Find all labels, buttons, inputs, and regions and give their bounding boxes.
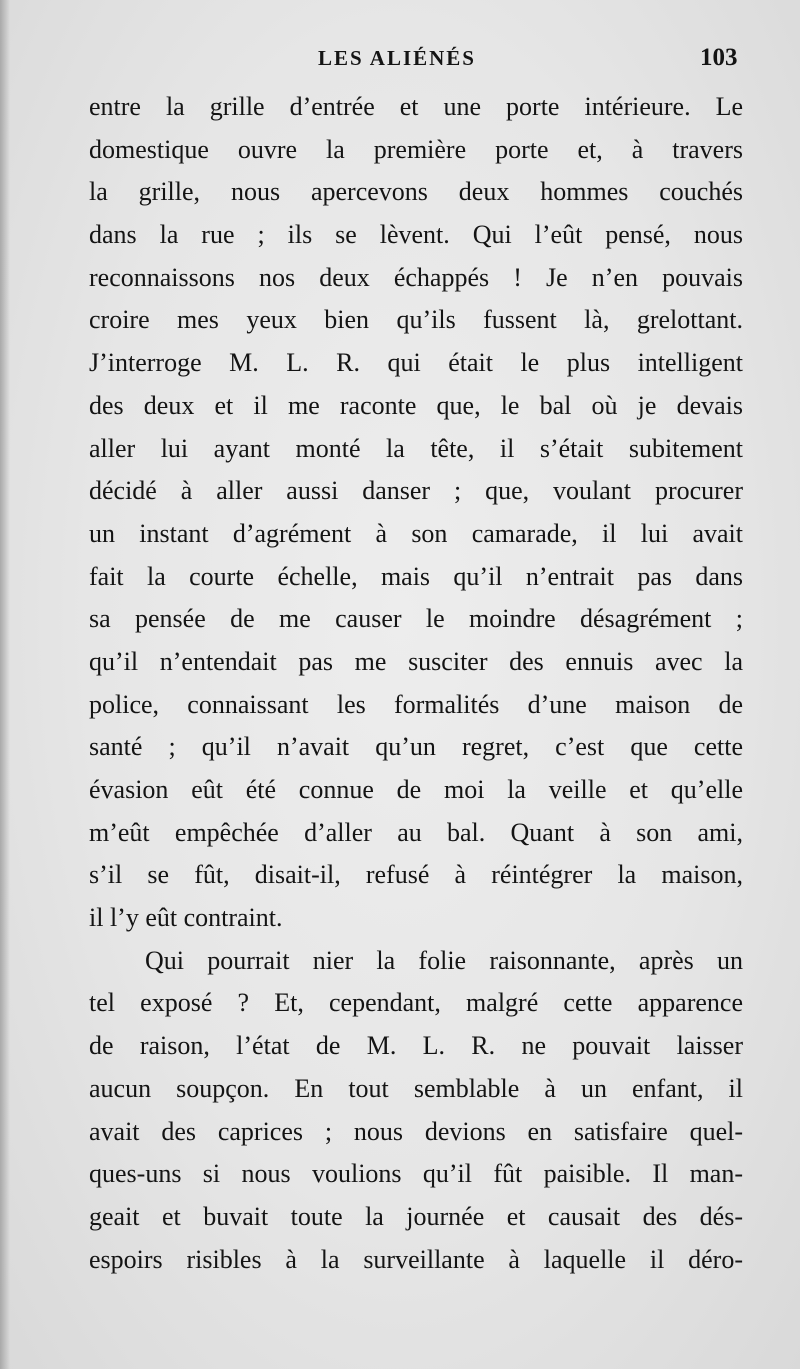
text-line: J’interroge M. L. R. qui était le plus intelligent: [89, 348, 743, 378]
text-line: la grille, nous apercevons deux hommes couchés: [89, 177, 743, 207]
text-line: avait des caprices ; nous devions en satisfaire quel-: [89, 1116, 743, 1146]
text-line: fait la courte échelle, mais qu’il n’entrait pas dans: [89, 561, 743, 591]
text-line: aller lui ayant monté la tête, il s’était subitement: [89, 433, 743, 463]
text-line: entre la grille d’entrée et une porte intérieure. Le: [89, 92, 743, 121]
text-line: dans la rue ; ils se lèvent. Qui l’eût pensé, nous: [89, 220, 743, 250]
text-line: s’il se fût, disait-il, refusé à réintégrer la maison,: [89, 860, 743, 890]
text-line: espoirs risibles à la surveillante à laquelle il déro-: [89, 1244, 743, 1274]
text-line-paragraph-end: il l’y eût contraint.: [89, 903, 283, 933]
text-line: qu’il n’entendait pas me susciter des ennuis avec la: [89, 646, 743, 676]
body-text: [89, 86, 743, 1281]
page-header: [0, 44, 800, 80]
text-line: tel exposé ? Et, cependant, malgré cette apparence: [89, 988, 743, 1018]
text-line: évasion eût été connue de moi la veille et qu’elle: [89, 775, 743, 804]
text-line: aucun soupçon. En tout semblable à un enfant, il: [89, 1073, 743, 1103]
text-line: m’eût empêchée d’aller au bal. Quant à son ami,: [89, 817, 743, 847]
text-line: police, connaissant les formalités d’une maison de: [89, 689, 743, 719]
text-line: des deux et il me raconte que, le bal où je devais: [89, 390, 743, 420]
text-line: sa pensée de me causer le moindre désagrément ;: [89, 604, 743, 634]
text-line: ques-uns si nous voulions qu’il fût paisible. Il man-: [89, 1159, 743, 1189]
text-line: domestique ouvre la première porte et, à travers: [89, 134, 743, 164]
text-line: de raison, l’état de M. L. R. ne pouvait laisser: [89, 1031, 743, 1061]
page-number: 103: [700, 44, 738, 71]
text-line-paragraph-start: Qui pourrait nier la folie raisonnante, après un: [145, 945, 743, 975]
text-line: geait et buvait toute la journée et causait des dés-: [89, 1201, 743, 1231]
text-line: croire mes yeux bien qu’ils fussent là, grelottant.: [89, 305, 743, 335]
page-edge-shadow: [0, 0, 10, 1369]
running-title: LES ALIÉNÉS: [318, 46, 476, 70]
text-line: santé ; qu’il n’avait qu’un regret, c’est que cette: [89, 732, 743, 762]
text-line: décidé à aller aussi danser ; que, voulant procurer: [89, 476, 743, 506]
text-line: un instant d’agrément à son camarade, il lui avait: [89, 518, 743, 548]
text-line: reconnaissons nos deux échappés ! Je n’en pouvais: [89, 262, 743, 292]
